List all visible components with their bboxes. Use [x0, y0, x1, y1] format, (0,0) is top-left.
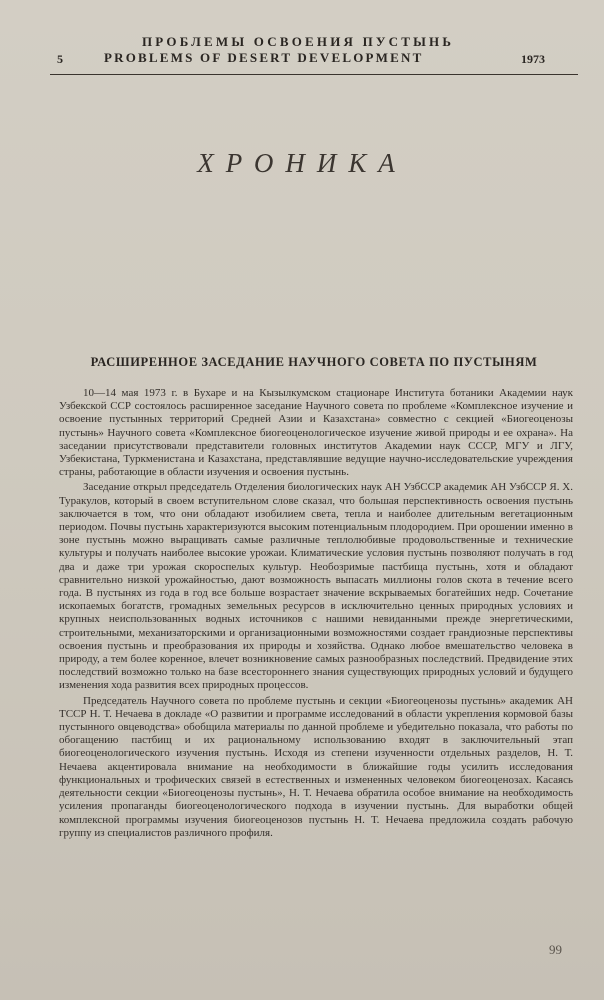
journal-title-en: PROBLEMS OF DESERT DEVELOPMENT	[104, 50, 424, 65]
paragraph: Заседание открыл председатель Отделения биологических наук АН УзбССР академик АН УзбССР Я. Х. Туракулов, который в своем вступительном слове сказал, что большая перспективность освоения пустынь заключается в том, что они обладают изобилием света, тепла и наиболее длительным вегетационным периодом. Почвы пустынь характеризуются высоким потенциальным плодородием. При орошении именно в зоне пустынь можно выращивать самые различные теплолюбивые продовольственные и технические культуры и получать наиболее высокие урожаи. Климатические условия пустынь позволяют получать в год два и даже три урожая скороспелых культур. Необозримые пастбища пустынь, хотя и обладают сравнительно низкой урожайностью, дают возможность выпасать миллионы голов скота в течение всего года. В пустынях из года в год все больше возрастает значение вскрываемых богатейших недр. Сочетание ископаемых богатств, громадных земельных ресурсов в исключительно ценных природных условиях и крупных неиспользованных водных источников с нашими невиданными прежде энергетическими, строительными, механизаторскими и организационными возможностями создает грандиозные перспективы освоения пустынь и преобразования их природы и хозяйства. Однако любое вмешательство человека в природу, а тем более коренное, влечет возникновение самых разнообразных последствий. Предвидение этих последствий возможно только на базе всестороннего знания существующих природных условий и будущего изменения хода развития всех природных процессов.	[59, 481, 573, 692]
article-title: РАСШИРЕННОЕ ЗАСЕДАНИЕ НАУЧНОГО СОВЕТА ПО ПУСТЫНЯМ	[90, 355, 538, 369]
issue-number: 5	[57, 52, 63, 66]
journal-title-ru: ПРОБЛЕМЫ ОСВОЕНИЯ ПУСТЫНЬ	[142, 34, 455, 49]
journal-year: 1973	[521, 52, 545, 66]
header-rule	[50, 74, 578, 75]
page-number: 99	[549, 942, 562, 957]
article-body	[59, 387, 573, 842]
paragraph: 10—14 мая 1973 г. в Бухаре и на Кызылкумском стационаре Института ботаники Академии наук Узбекской ССР состоялось расширенное заседание Научного совета по проблеме «Комплексное изучение и освоение пустынных территорий Средней Азии и Казахстана» совместно с секцией «Биогеоценозы пустынь» Научного совета «Комплексное биогеоценологическое изучение живой природы и ее охрана». На заседании присутствовали представители головных институтов Академии наук СССР, МГУ и ЛГУ, Узбекистана, Туркменистана и Казахстана, представлявшие ведущие научно-исследовательские учреждения страны, работающие в области изучения и освоения пустынь.	[59, 387, 573, 479]
section-heading: ХРОНИКА	[197, 148, 407, 178]
paragraph: Председатель Научного совета по проблеме пустынь и секции «Биогеоценозы пустынь» академик АН ТССР Н. Т. Нечаева в докладе «О развитии и программе исследований в области укрепления кормовой базы пустынного овцеводства» обобщила материалы по данной проблеме и убедительно показала, что работы по обогащению пастбищ и их рациональному использованию входят в заключительный этап биогеоценологического изучения пустынь. Исходя из степени изученности отдельных разделов, Н. Т. Нечаева акцентировала внимание на необходимости в ближайшие годы усилить исследования функциональных и трофических связей в естественных и измененных человеком биогеоценозах. Касаясь деятельности секции «Биогеоценозы пустынь», Н. Т. Нечаева обратила особое внимание на необходимость усиления пропаганды биогеоценологического подхода в изучении пустынь. Для выработки общей комплексной программы изучения биогеоценозов пустынь Н. Т. Нечаева предложила создать рабочую группу из специалистов различного профиля.	[59, 694, 573, 839]
